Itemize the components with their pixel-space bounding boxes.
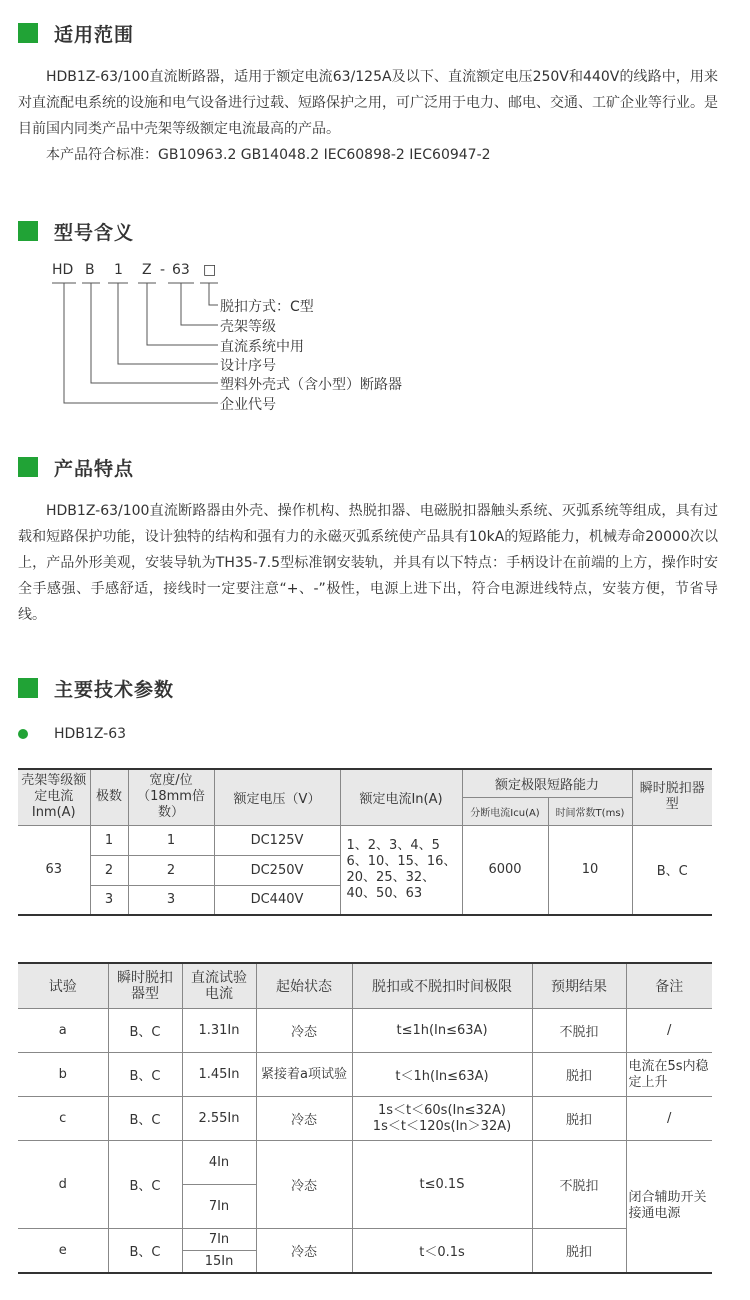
model-label-release: 脱扣方式：C型 — [220, 299, 314, 315]
header-time: 脱扣或不脱扣时间极限 — [352, 963, 532, 1009]
code-char-z: Z — [142, 262, 152, 278]
cell-icu: 6000 — [462, 825, 548, 915]
cell-width: 3 — [128, 885, 214, 915]
scope-standards: 本产品符合标准：GB10963.2 GB14048.2 IEC60898-2 IEC60947-2 — [46, 147, 491, 163]
test-table — [18, 962, 712, 1274]
cell-voltage: DC440V — [214, 885, 340, 915]
green-square-icon — [18, 678, 38, 698]
header-tconst: 时间常数T(ms) — [548, 797, 632, 825]
cell-current: 7In — [182, 1185, 256, 1229]
model-label-company: 企业代号 — [220, 397, 276, 413]
code-char-1: 1 — [114, 262, 123, 278]
model-name: HDB1Z-63 — [54, 726, 127, 742]
table-row — [18, 1009, 712, 1053]
cell-current: 1.31In — [182, 1009, 256, 1053]
cell-time — [352, 1097, 532, 1141]
scope-text — [18, 64, 718, 168]
header-result: 预期结果 — [532, 963, 626, 1009]
section-header-params — [18, 673, 174, 703]
cell-result: 不脱扣 — [532, 1009, 626, 1053]
header-release: 瞬时脱扣器型 — [632, 769, 712, 825]
cell-result: 脱扣 — [532, 1097, 626, 1141]
cell-state: 冷态 — [256, 1097, 352, 1141]
code-char-hd: HD — [52, 262, 74, 278]
model-label-design: 设计序号 — [220, 358, 276, 374]
code-char-dash: - — [160, 262, 166, 278]
cell-test: e — [18, 1229, 108, 1273]
section-title: 型号含义 — [54, 221, 135, 244]
green-dot-icon — [18, 729, 28, 739]
features-text — [18, 498, 718, 628]
cell-poles: 3 — [90, 885, 128, 915]
cell-time-line: 1s＜t＜60s(In≤32A) — [377, 1102, 506, 1118]
cell-result: 不脱扣 — [532, 1141, 626, 1229]
section-title: 主要技术参数 — [54, 678, 175, 701]
code-char-63: 63 — [172, 262, 190, 278]
green-square-icon — [18, 457, 38, 477]
section-header-scope — [18, 18, 134, 48]
header-state: 起始状态 — [256, 963, 352, 1009]
cell-test: c — [18, 1097, 108, 1141]
table-row — [18, 1141, 712, 1185]
cell-test: d — [18, 1141, 108, 1229]
cell-poles: 1 — [90, 825, 128, 855]
code-char-b: B — [85, 262, 95, 278]
header-note: 备注 — [626, 963, 712, 1009]
model-label-type: 塑料外壳式（含小型）断路器 — [220, 377, 402, 393]
cell-type: B、C — [108, 1053, 182, 1097]
cell-time: t≤1h(In≤63A) — [352, 1009, 532, 1053]
table-row — [18, 1097, 712, 1141]
section-header-model — [18, 216, 134, 246]
cell-note: / — [626, 1097, 712, 1141]
cell-width: 1 — [128, 825, 214, 855]
cell-time: t＜1h(In≤63A) — [352, 1053, 532, 1097]
cell-state: 冷态 — [256, 1229, 352, 1273]
header-type: 瞬时脱扣器型 — [108, 963, 182, 1009]
features-paragraph: HDB1Z-63/100直流断路器由外壳、操作机构、热脱扣器、电磁脱扣器触头系统、灭弧系统等组成，具有过载和短路保护功能，设计独特的结构和强有力的永磁灭弧系统使产品具有10kA的短路能力，机械寿命20000次以上，产品外形美观，安装导轨为TH35-7.5型标准钢安装轨，并具有以下特点：手柄设计在前端的上方，操作时安全手感强、手感舒适，接线时一定要注意“+、-”极性，电源上进下出，符合电源进线特点，安装方便，节省导线。 — [18, 503, 718, 623]
model-code-diagram — [0, 0, 750, 420]
cell-current: 15In — [182, 1251, 256, 1273]
header-current: 直流试验电流 — [182, 963, 256, 1009]
cell-result: 脱扣 — [532, 1229, 626, 1273]
cell-note: 电流在5s内稳定上升 — [626, 1053, 712, 1097]
header-limit: 额定极限短路能力 — [462, 769, 632, 797]
section-title: 产品特点 — [54, 457, 135, 480]
cell-voltage: DC125V — [214, 825, 340, 855]
model-label-dc: 直流系统中用 — [220, 339, 304, 355]
model-connector-lines — [0, 0, 750, 420]
cell-type: B、C — [108, 1097, 182, 1141]
cell-time: t≤0.1S — [352, 1141, 532, 1229]
model-label-frame: 壳架等级 — [220, 319, 276, 335]
cell-type: B、C — [108, 1229, 182, 1273]
cell-note: / — [626, 1009, 712, 1053]
cell-result: 脱扣 — [532, 1053, 626, 1097]
spec-table — [18, 768, 712, 916]
code-char-box: □ — [203, 262, 217, 278]
scope-paragraph: HDB1Z-63/100直流断路器，适用于额定电流63/125A及以下、直流额定电压250V和440V的线路中，用来对直流配电系统的设施和电气设备进行过载、短路保护之用，可广泛用于电力、邮电、交通、工矿企业等行业。是目前国内同类产品中壳架等级额定电流最高的产品。 — [18, 69, 718, 137]
cell-type: B、C — [108, 1009, 182, 1053]
cell-width: 2 — [128, 855, 214, 885]
table-row — [18, 1229, 712, 1251]
cell-frame: 63 — [18, 825, 90, 915]
table-row — [18, 825, 712, 855]
cell-time: t＜0.1s — [352, 1229, 532, 1273]
cell-poles: 2 — [90, 855, 128, 885]
cell-release: B、C — [632, 825, 712, 915]
section-header-features — [18, 452, 134, 482]
header-poles: 极数 — [90, 769, 128, 825]
cell-voltage: DC250V — [214, 855, 340, 885]
cell-currents: 1、2、3、4、5 6、10、15、16、20、25、32、40、50、63 — [340, 825, 462, 915]
header-voltage: 额定电压（V） — [214, 769, 340, 825]
green-square-icon — [18, 23, 38, 43]
cell-time-line: 1s＜t＜120s(In＞32A) — [372, 1118, 512, 1134]
cell-test: b — [18, 1053, 108, 1097]
header-frame: 壳架等级额定电流Inm(A) — [18, 769, 90, 825]
cell-current: 7In — [182, 1229, 256, 1251]
section-title: 适用范围 — [54, 23, 135, 46]
cell-current: 2.55In — [182, 1097, 256, 1141]
cell-state: 紧接着a项试验 — [256, 1053, 352, 1097]
cell-state: 冷态 — [256, 1141, 352, 1229]
header-width: 宽度/位（18mm倍数） — [128, 769, 214, 825]
cell-current: 4In — [182, 1141, 256, 1185]
cell-current: 1.45In — [182, 1053, 256, 1097]
header-test: 试验 — [18, 963, 108, 1009]
table-row — [18, 1053, 712, 1097]
cell-type: B、C — [108, 1141, 182, 1229]
cell-note: 闭合辅助开关接通电源 — [626, 1141, 712, 1273]
cell-state: 冷态 — [256, 1009, 352, 1053]
cell-tconst: 10 — [548, 825, 632, 915]
model-bullet — [18, 726, 126, 742]
cell-test: a — [18, 1009, 108, 1053]
header-current: 额定电流In(A) — [340, 769, 462, 825]
header-icu: 分断电流Icu(A) — [462, 797, 548, 825]
green-square-icon — [18, 221, 38, 241]
